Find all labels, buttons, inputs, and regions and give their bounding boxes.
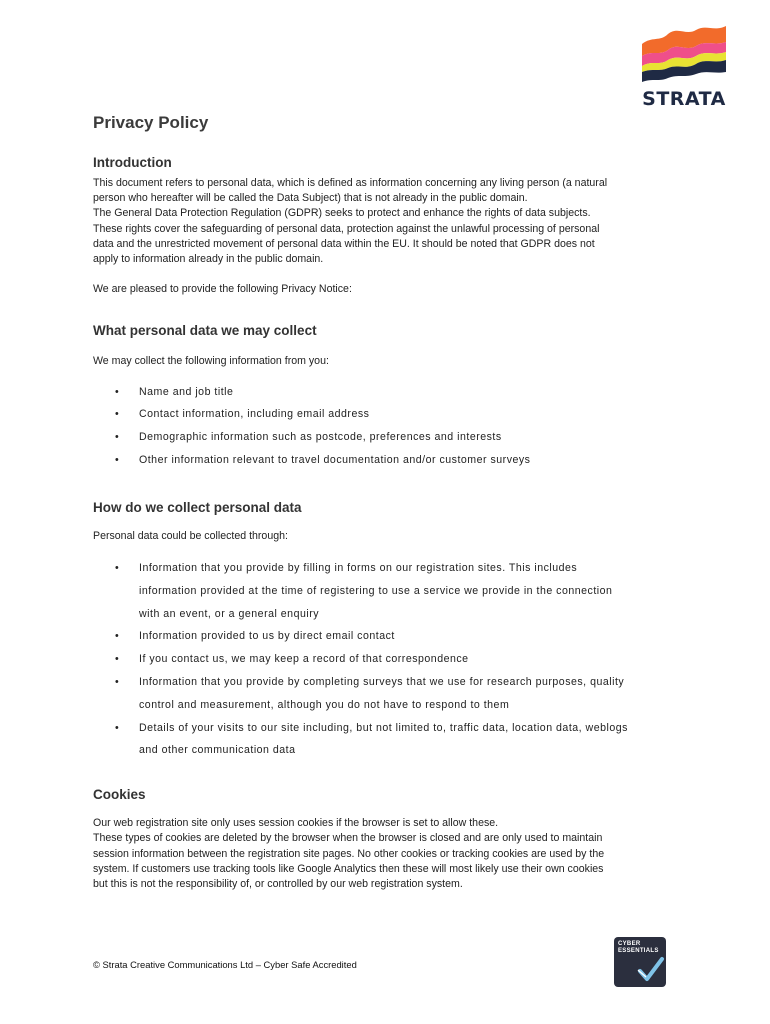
bullet-icon: •: [115, 630, 120, 643]
bullet-icon: •: [115, 653, 120, 666]
intro-line: This document refers to personal data, which is defined as information concerning any living person (a natural: [93, 177, 608, 189]
how-heading: How do we collect personal data: [93, 499, 302, 515]
strata-logo: [638, 22, 730, 110]
intro-heading: Introduction: [93, 155, 172, 170]
list-item-text: Contact information, including email address: [139, 408, 370, 421]
list-item-text: Information provided to us by direct email contact: [139, 630, 395, 643]
cookies-line: Our web registration site only uses session cookies if the browser is set to allow these.: [93, 817, 499, 830]
list-item: [93, 403, 683, 426]
list-item-text: and other communication data: [139, 744, 296, 757]
bullet-icon: •: [115, 385, 120, 398]
list-item: [93, 625, 683, 648]
collect-list: [93, 381, 683, 472]
privacy-notice-lead: We are pleased to provide the following Privacy Notice:: [93, 283, 352, 296]
collect-lead: We may collect the following information from you:: [93, 355, 329, 368]
list-item: [93, 717, 683, 763]
list-item-text: If you contact us, we may keep a record of that correspondence: [139, 653, 469, 666]
list-item: [93, 648, 683, 671]
intro-paragraph: [93, 176, 683, 267]
intro-line: These rights cover the safeguarding of personal data, protection against the unlawful processing of personal: [93, 222, 600, 235]
logo-waves-graphic: [638, 22, 730, 88]
cookies-line: but this is not the responsibility of, or controlled by our web registration system.: [93, 878, 463, 890]
list-item-text: Other information relevant to travel documentation and/or customer surveys: [139, 454, 531, 467]
intro-line: data and the unrestricted movement of personal data within the EU. It should be noted that GDPR does not: [93, 237, 595, 250]
footer-copyright: © Strata Creative Communications Ltd – Cyber Safe Accredited: [93, 959, 357, 970]
bullet-icon: •: [115, 721, 120, 734]
intro-line: person who hereafter will be called the Data Subject) that is not already in the public domain.: [93, 192, 528, 205]
cyber-essentials-badge: [614, 937, 666, 987]
bullet-icon: •: [115, 676, 120, 688]
cookies-line: These types of cookies are deleted by the browser when the browser is closed and are only used to maintain: [93, 832, 603, 845]
list-item: [93, 449, 683, 472]
bullet-icon: •: [115, 562, 120, 575]
list-item-text: Information that you provide by completing surveys that we use for research purposes, quality: [139, 676, 625, 688]
how-list: [93, 557, 683, 762]
bullet-icon: •: [115, 408, 120, 421]
page-title: Privacy Policy: [93, 113, 209, 132]
list-item: [93, 426, 683, 449]
document-body: [93, 113, 683, 892]
list-item-text: Demographic information such as postcode, preferences and interests: [139, 431, 502, 444]
list-item-text: information provided at the time of registering to use a service we provide in the connection: [139, 584, 613, 597]
list-item-text: control and measurement, although you do not have to respond to them: [139, 698, 510, 711]
list-item-text: with an event, or a general enquiry: [139, 607, 320, 620]
bullet-icon: •: [115, 431, 120, 444]
collect-heading: What personal data we may collect: [93, 323, 317, 339]
list-item: [93, 381, 683, 404]
bullet-icon: •: [115, 454, 120, 467]
list-item: [93, 557, 683, 625]
list-item: [93, 671, 683, 717]
cookies-paragraph: [93, 816, 683, 892]
badge-line: CYBER: [618, 941, 641, 947]
cookies-heading: Cookies: [93, 787, 146, 803]
list-item-text: Details of your visits to our site including, but not limited to, traffic data, location data, weblogs: [139, 721, 628, 734]
logo-wordmark: STRATA: [642, 88, 726, 110]
list-item-text: Information that you provide by filling in forms on our registration sites. This includes: [139, 562, 578, 575]
how-lead: Personal data could be collected through:: [93, 529, 288, 542]
cookies-line: system. If customers use tracking tools like Google Analytics then these will most likely use their own cookies: [93, 862, 604, 875]
checkmark-icon: [614, 937, 666, 987]
intro-line: apply to information already in the public domain.: [93, 253, 324, 266]
list-item-text: Name and job title: [139, 385, 234, 398]
intro-line: The General Data Protection Regulation (GDPR) seeks to protect and enhance the rights of data subjects.: [93, 207, 591, 220]
cookies-line: session information between the registration site pages. No other cookies or tracking cookies are used by the: [93, 847, 605, 860]
badge-line: ESSENTIALS: [618, 947, 659, 954]
